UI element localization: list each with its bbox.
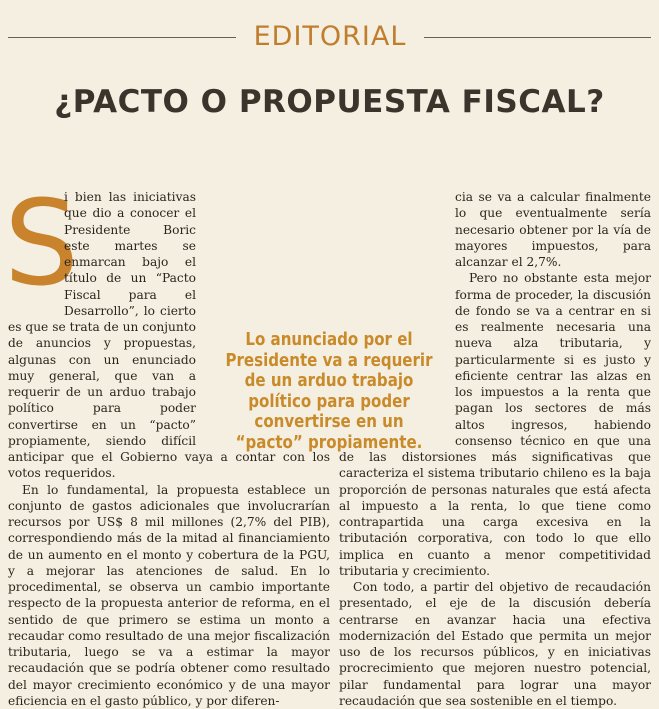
paragraph-discussion: Pero no obstante esta mejor forma de proceder, la discusión de fondo se va a centrar en si es realmente necesaria una nueva alza tributaria, y particularmente si es justo y eficiente centrar las alzas en los impuestos a la renta que pagan los sectores de más altos ingresos, habiendo consenso técnico en que una de las distorsiones más significativas que caracteriza el sistema tributario chileno es la baja proporción de personas naturales que está afecta al impuesto a la renta, lo que tiene como contrapartida una carga excesiva en la tributación corporativa, con todo lo que ello implica en cuanto a menor competitividad tributaria y crecimiento.: [339, 270, 651, 579]
drop-cap: S: [4, 191, 58, 303]
rule-right: [424, 37, 651, 38]
rule-left: [8, 37, 236, 38]
section-label: EDITORIAL: [241, 22, 419, 52]
section-band: [0, 22, 659, 52]
paragraph-continuation: cia se va a calcular finalmente lo que eventualmente sería necesario obtener por la vía de mayores impuestos, para alcanzar el 2,7%.: [339, 189, 651, 270]
pull-quote: Lo anunciado por el Presidente va a requerir de un arduo trabajo político para poder convertirse en un “pacto” propiamente.: [222, 330, 437, 453]
headline: ¿PACTO O PROPUESTA FISCAL?: [0, 84, 659, 120]
paragraph-intro: i bien las iniciativas que dio a conocer el Presidente Boric este martes se enmarcan bajo el título de un “Pacto Fiscal para el Desarrollo”, lo cierto es que se trata de un conjunto de anuncios y propuestas, algunas con un enunciado muy general, que van a requerir de un arduo trabajo político para poder convertirse en un “pacto” propiamente, siendo difícil anticipar que el Gobierno vaya a contar con los votos requeridos.: [8, 189, 330, 482]
paragraph-conclusion: Con todo, a partir del objetivo de recaudación presentado, el eje de la discusión debería centrarse en avanzar hacia una efectiva modernización del Estado que permita un mejor uso de los recursos públicos, y en iniciativas procrecimiento que mejoren nuestro potencial, pilar fundamental para lograr una mayor recaudación que sea sostenible en el tiempo.: [339, 579, 651, 709]
paragraph-fundamental: En lo fundamental, la propuesta establece un conjunto de gastos adicionales que involucrarían recursos por US$ 8 mil millones (2,7% del PIB), correspondiendo más de la mitad al financiamiento de un aumento en el monto y cobertura de la PGU, y a mejorar las atenciones de salud. En lo procedimental, se observa un cambio importante respecto de la propuesta anterior de reforma, en el sentido de que primero se estima un monto a recaudar como resultado de una mejor fiscalización tributaria, luego se va a estimar la mayor recaudación que se podría obtener como resultado del mayor crecimiento económico y de una mayor eficiencia en el gasto público, y por diferen-: [8, 482, 330, 709]
